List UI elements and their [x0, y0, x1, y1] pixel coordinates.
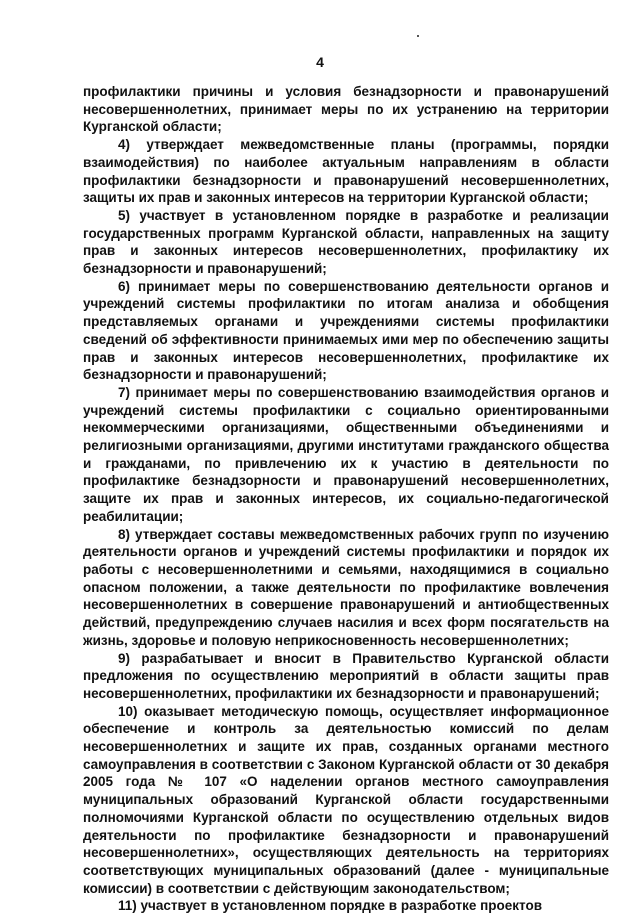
paragraph-item-11: 11) участвует в установленном порядке в разработке проектов	[118, 898, 542, 914]
paragraph-item-7: 7) принимает меры по совершенствованию взаимодействия органов и учреждений системы профилактики с социально ориентированными некоммерческими организациями, общественными объединениями и религиозными организациями, другими институтами гражданского общества и гражданами, по привлечению их к участию в деятельности по профилактике безнадзорности и правонарушений несовершеннолетних, защите их прав и законных интересов, их социально-педагогической реабилитации;	[83, 384, 609, 524]
paragraph-item-6: 6) принимает меры по совершенствованию деятельности органов и учреждений системы профилактики по итогам анализа и обобщения представляемых органами и учреждениями системы профилактики сведений об эффективности принимаемых ими мер по обеспечению защиты прав и законных интересов несовершеннолетних, профилактике их безнадзорности и правонарушений;	[83, 278, 609, 383]
page-number: 4	[316, 54, 324, 70]
paragraph-item-4: 4) утверждает межведомственные планы (программы, порядки взаимодействия) по наиболее актуальным направлениям в области профилактики безнадзорности и правонарушений несовершеннолетних, защиты их прав и законных интересов на территории Курганской области;	[83, 137, 609, 206]
paragraph-item-5: 5) участвует в установленном порядке в разработке и реализации государственных программ Курганской области, направленных на защиту прав и законных интересов несовершеннолетних, профилактику их безнадзорности и правонарушений;	[83, 207, 609, 277]
scan-speck	[417, 35, 419, 37]
document-body	[83, 83, 609, 915]
paragraph-item-8: 8) утверждает составы межведомственных рабочих групп по изучению деятельности органов и учреждений системы профилактики и порядок их работы с несовершеннолетними и семьями, находящимися в социально опасном положении, а также деятельности по профилактике вовлечения несовершеннолетних в совершение правонарушений и антиобщественных действий, предупреждению случаев насилия и всех форм посягательств на жизнь, здоровье и половую неприкосновенность несовершеннолетних;	[83, 526, 609, 648]
paragraph-item-10: 10) оказывает методическую помощь, осуществляет информационное обеспечение и контроль за деятельностью комиссий по делам несовершеннолетних и защите их прав, созданных органами местного самоуправления в соответствии с Законом Курганской области от 30 декабря 2005 года № 107 «О наделении органов местного самоуправления муниципальных образований Курганской области государственными полномочиями Курганской области по осуществлению отдельных видов деятельности по профилактике безнадзорности и правонарушений несовершеннолетних», осуществляющих деятельность на территориях соответствующих муниципальных образований (далее - муниципальные комиссии) в соответствии с действующим законодательством;	[83, 703, 609, 896]
paragraph-continuation: профилактики причины и условия безнадзорности и правонарушений несовершеннолетних, принимает меры по их устранению на территории Курганской области;	[83, 84, 609, 135]
paragraph-item-9: 9) разрабатывает и вносит в Правительство Курганской области предложения по осуществлению мероприятий в области защиты прав несовершеннолетних, профилактики их безнадзорности и правонарушений;	[83, 650, 609, 701]
